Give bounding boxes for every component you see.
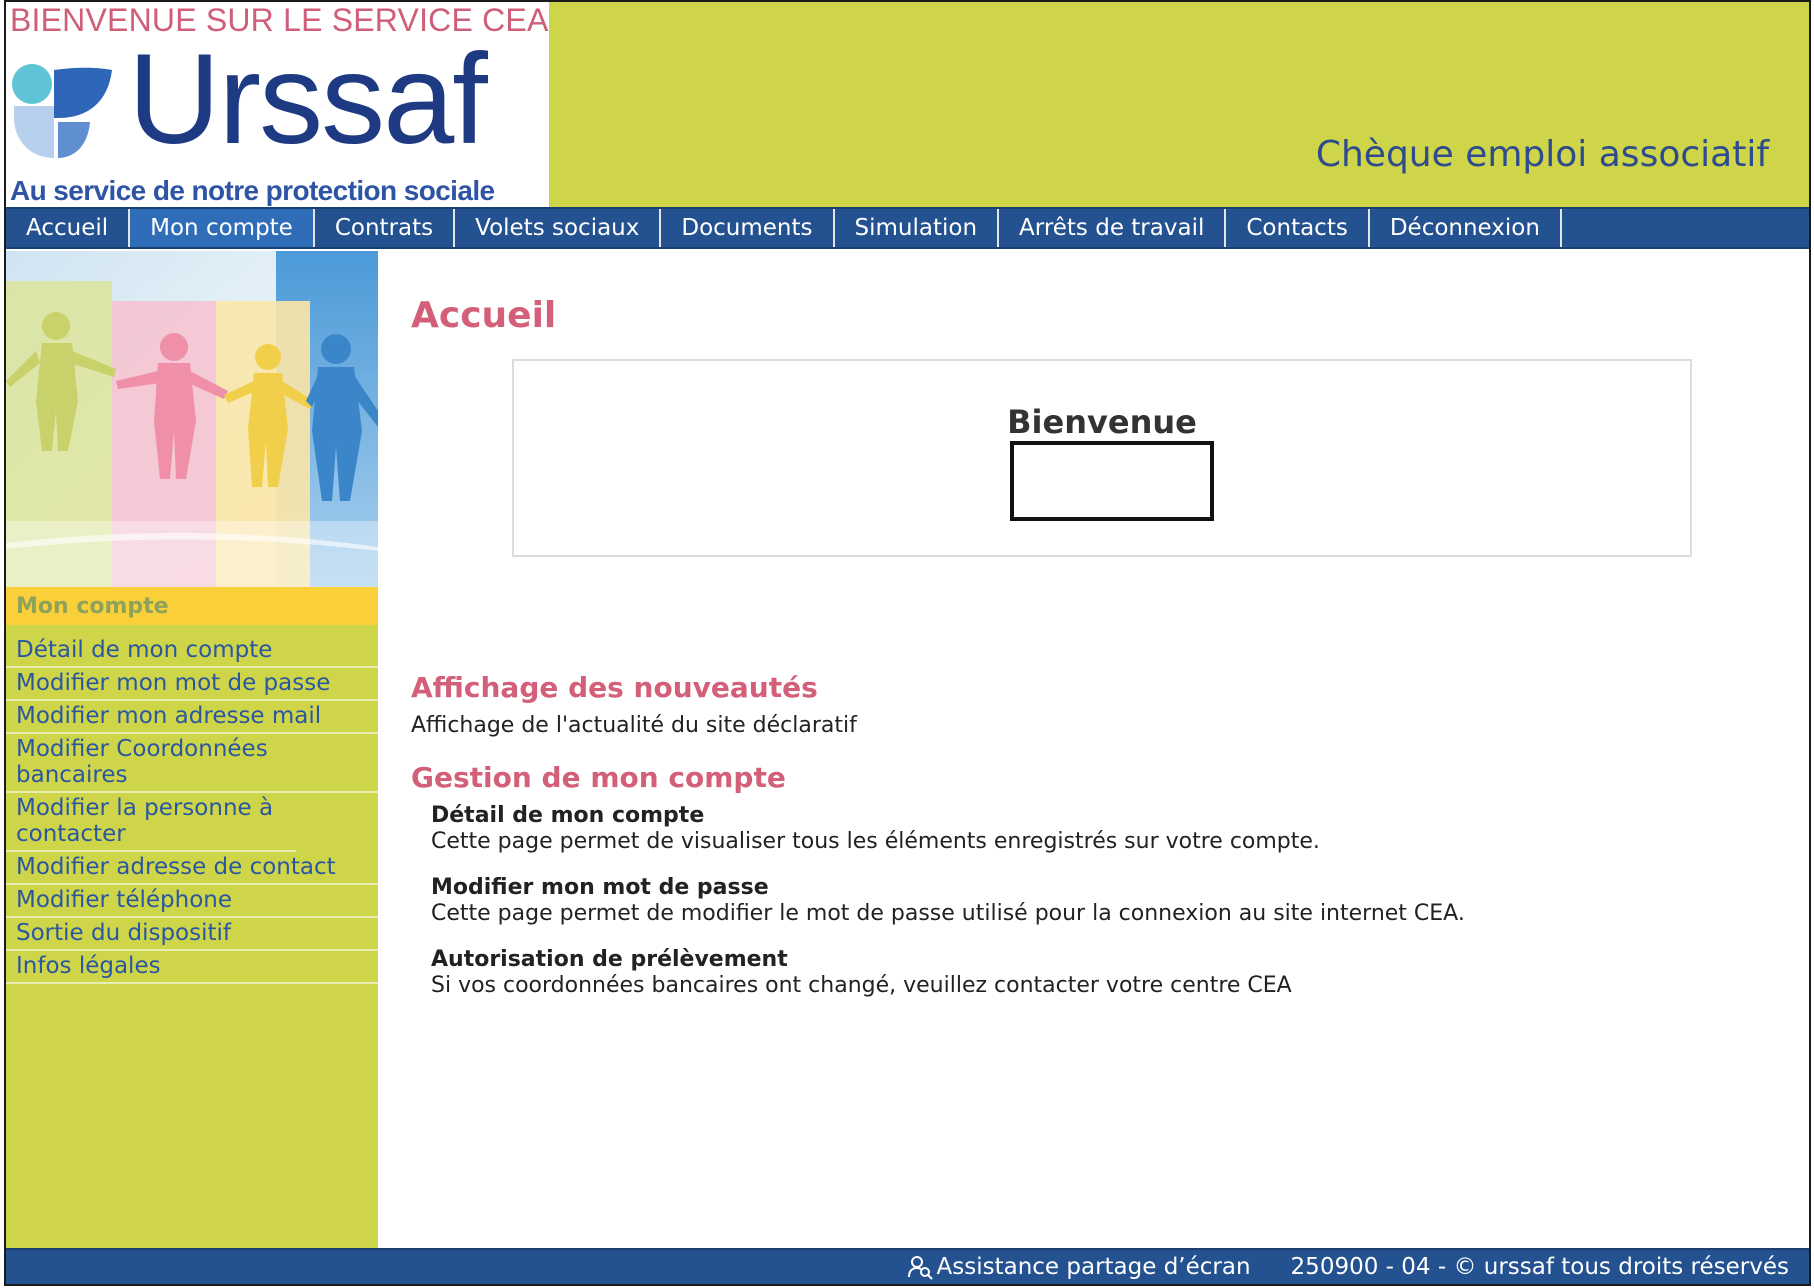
entry-title-mot-de-passe: Modifier mon mot de passe (431, 875, 769, 900)
urssaf-logo[interactable] (6, 2, 549, 207)
welcome-field (1010, 441, 1214, 521)
nav-arrets-de-travail[interactable]: Arrêts de travail (999, 209, 1226, 247)
sidebar-item-modifier-personne-contact[interactable]: Modifier la personne à contacter (6, 793, 296, 852)
sidebar-item-modifier-coordonnees-bancaires[interactable]: Modifier Coordonnées bancaires (6, 734, 378, 793)
news-section-text: Affichage de l'actualité du site déclaratif (411, 713, 857, 738)
entry-text-prelevement: Si vos coordonnées bancaires ont changé, veuillez contacter votre centre CEA (431, 973, 1292, 998)
news-section-title: Affichage des nouveautés (411, 671, 818, 704)
entry-title-prelevement: Autorisation de prélèvement (431, 947, 788, 972)
page-title: Accueil (411, 295, 557, 336)
account-section-title: Gestion de mon compte (411, 761, 786, 794)
account-entry (431, 803, 1320, 855)
main-nav (6, 207, 1809, 249)
nav-volets-sociaux[interactable]: Volets sociaux (455, 209, 661, 247)
urssaf-logo-mark-icon (8, 62, 114, 162)
sidebar-item-modifier-adresse-contact[interactable]: Modifier adresse de contact (6, 852, 378, 885)
entry-title-detail-compte: Détail de mon compte (431, 803, 705, 828)
nav-accueil[interactable]: Accueil (6, 209, 130, 247)
nav-deconnexion[interactable]: Déconnexion (1370, 209, 1562, 247)
nav-documents[interactable]: Documents (661, 209, 834, 247)
nav-simulation[interactable]: Simulation (835, 209, 1000, 247)
entry-text-mot-de-passe: Cette page permet de modifier le mot de passe utilisé pour la connexion au site internet CEA. (431, 901, 1465, 926)
account-entry (431, 947, 1292, 999)
nav-mon-compte[interactable]: Mon compte (130, 209, 315, 247)
header (6, 2, 1809, 207)
welcome-banner: BIENVENUE SUR LE SERVICE CEA (10, 2, 549, 38)
sidebar (6, 251, 378, 1251)
urssaf-tagline: Au service de notre protection sociale (10, 175, 495, 206)
footer (6, 1248, 1809, 1284)
sidebar-menu (6, 635, 378, 984)
sidebar-item-modifier-mot-de-passe[interactable]: Modifier mon mot de passe (6, 668, 378, 701)
screen-share-assist-link[interactable] (907, 1254, 1251, 1280)
sidebar-item-sortie-dispositif[interactable]: Sortie du dispositif (6, 918, 378, 951)
page-frame (4, 0, 1811, 1286)
sidebar-item-modifier-adresse-mail[interactable]: Modifier mon adresse mail (6, 701, 378, 734)
nav-contacts[interactable]: Contacts (1226, 209, 1369, 247)
sidebar-heading: Mon compte (6, 587, 378, 625)
people-illustration (6, 251, 378, 587)
service-tagline: Chèque emploi associatif (1315, 134, 1769, 175)
sidebar-item-modifier-telephone[interactable]: Modifier téléphone (6, 885, 378, 918)
sidebar-item-detail-compte[interactable]: Détail de mon compte (6, 635, 378, 668)
footer-copyright: 250900 - 04 - © urssaf tous droits réservés (1290, 1254, 1789, 1280)
user-search-icon (907, 1254, 933, 1280)
welcome-title: Bienvenue (1007, 403, 1197, 441)
sidebar-item-infos-legales[interactable]: Infos légales (6, 951, 378, 984)
screen-share-assist-label: Assistance partage d’écran (936, 1254, 1251, 1280)
account-entry (431, 875, 1465, 927)
urssaf-wordmark: Urssaf (128, 28, 486, 171)
welcome-box (512, 359, 1692, 557)
nav-contrats[interactable]: Contrats (315, 209, 455, 247)
entry-text-detail-compte: Cette page permet de visualiser tous les éléments enregistrés sur votre compte. (431, 829, 1320, 854)
